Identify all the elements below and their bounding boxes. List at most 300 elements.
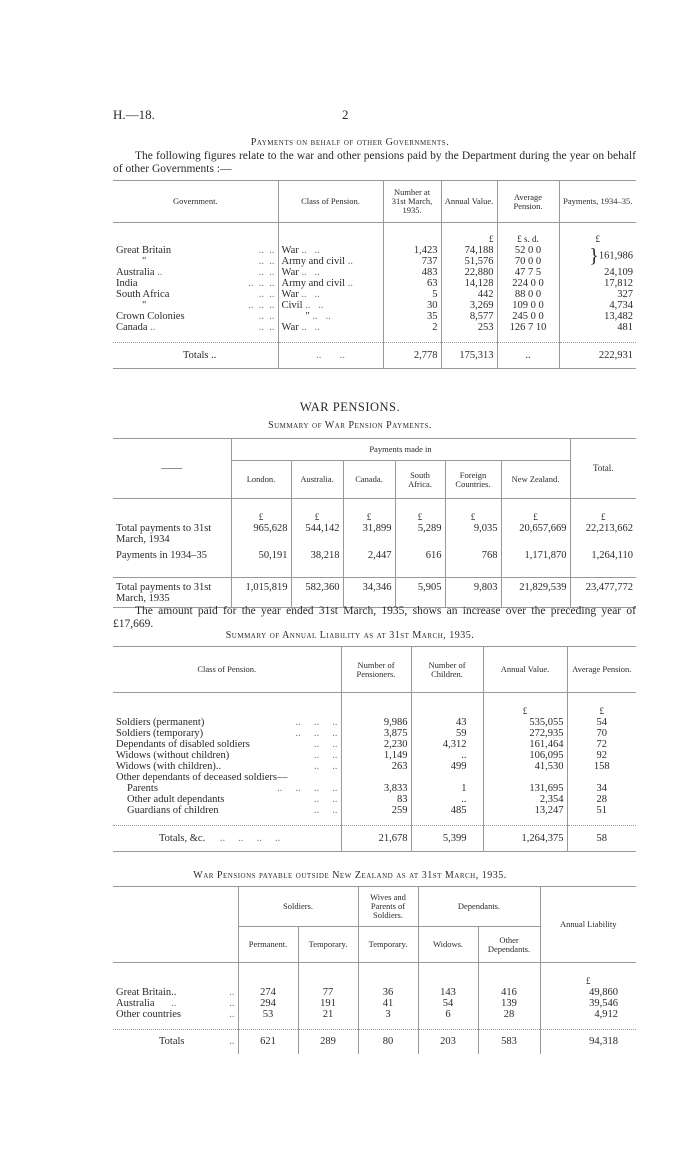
table-row: [113, 987, 636, 998]
table-row: [113, 739, 636, 750]
table-cell: 203: [418, 1030, 478, 1054]
table-row: [113, 256, 636, 267]
war-pension-payments-table: [113, 438, 636, 608]
table-cell: 70 0 0: [497, 256, 559, 267]
table-cell: 245 0 0: [497, 311, 559, 322]
section1-intro: The following figures relate to the war and other pensions paid by the Department during the year on behalf of other Governments :—: [113, 150, 636, 175]
table-cell: 109 0 0: [497, 300, 559, 311]
table-cell: [113, 750, 341, 761]
column-header: Widows.: [418, 927, 478, 963]
table-cell: [113, 998, 238, 1009]
leader-dots: .. ..: [312, 310, 331, 322]
table-cell: 50,191: [231, 550, 291, 578]
column-header: Number of Children.: [411, 647, 483, 693]
table-cell: £: [501, 499, 570, 523]
government-cell: [113, 245, 278, 256]
cell-text: Other countries: [116, 1008, 182, 1020]
table-cell: £: [231, 499, 291, 523]
table-cell: [113, 1020, 238, 1030]
group-header: Wives and Parents of Soldiers.: [358, 887, 418, 927]
table-row: [113, 550, 636, 578]
table-row: [113, 300, 636, 311]
table-cell: 38,218: [291, 550, 343, 578]
leader-dots: .. ..: [301, 266, 320, 278]
cell-text: Crown Colonies: [116, 310, 185, 322]
section3-title: Summary of Annual Liability as at 31st March, 1935.: [225, 630, 475, 641]
leader-dots: .. .. ..: [248, 299, 275, 311]
leader-dots: ..: [229, 997, 235, 1009]
cell-text: Soldiers (temporary): [116, 727, 204, 739]
cell-text: Civil: [281, 299, 303, 311]
column-header: Temporary.: [358, 927, 418, 963]
table-cell: [113, 783, 341, 794]
table-cell: 158: [567, 761, 636, 772]
table-cell: 6: [418, 1009, 478, 1020]
table-cell: 21,678: [341, 826, 411, 852]
table-row: [113, 311, 636, 322]
table-cell: 39,546: [540, 998, 636, 1009]
table-cell: [358, 1020, 418, 1030]
cell-text: India: [116, 277, 138, 289]
column-header: Temporary.: [298, 927, 358, 963]
table-cell: £: [540, 963, 636, 987]
leader-dots: .. ..: [313, 793, 338, 805]
table-cell: 416: [478, 987, 540, 998]
table-cell: £: [395, 499, 445, 523]
column-header: Class of Pension.: [278, 181, 383, 223]
column-header: Permanent.: [238, 927, 298, 963]
table-cell: 51,576: [441, 256, 497, 267]
table-cell: 58: [567, 826, 636, 852]
table-cell: 2,447: [343, 550, 395, 578]
table-cell: 131,695: [483, 783, 567, 794]
table-cell: 191: [298, 998, 358, 1009]
leader-dots: .. ..: [301, 244, 320, 256]
units-row: [113, 693, 636, 717]
section2-subtitle: Summary of War Pension Payments.: [268, 420, 432, 431]
table-row: [113, 805, 636, 816]
leader-dots: .. ..: [258, 288, 275, 300]
cell-text: Australia: [116, 266, 155, 278]
cell-text: Great Britain..: [116, 986, 177, 998]
table-cell: 3,833: [341, 783, 411, 794]
table-cell: [113, 1030, 238, 1054]
class-cell: [278, 245, 383, 256]
table-cell: 1: [411, 783, 483, 794]
table-cell: ..: [411, 750, 483, 761]
cell-text: Canada: [116, 321, 148, 333]
cell-text: Totals: [159, 1036, 185, 1048]
leader-dots: .. ..: [305, 299, 324, 311]
outside-nz-table: [113, 886, 636, 1054]
table-cell: .. ..: [278, 343, 383, 369]
cell-text: Parents: [127, 782, 158, 794]
cell-text: Guardians of children: [127, 804, 219, 816]
table-row: [113, 772, 636, 783]
table-cell: [113, 987, 238, 998]
table-cell: [278, 300, 383, 311]
column-header: Average Pension.: [567, 647, 636, 693]
table-row: [113, 761, 636, 772]
column-header: Annual Value.: [483, 647, 567, 693]
leader-dots: .. ..: [313, 749, 338, 761]
table-cell: 9,986: [341, 717, 411, 728]
cell-text: Dependants of disabled soldiers: [116, 738, 250, 750]
table-cell: [383, 223, 441, 245]
table-cell: 274: [238, 987, 298, 998]
table-cell: 5,905: [395, 578, 445, 608]
totals-row: [113, 343, 636, 369]
table-cell: 4,734: [559, 300, 636, 311]
table-row: [113, 998, 636, 1009]
column-header: Total.: [570, 439, 636, 499]
table-cell: 289: [298, 1030, 358, 1054]
cell-text: War: [281, 321, 299, 333]
group-header: Soldiers.: [238, 887, 358, 927]
cell-text: ": [305, 310, 310, 322]
table-cell: [113, 826, 341, 852]
table-cell: 3,875: [341, 728, 411, 739]
table-cell: 14,128: [441, 278, 497, 289]
other-governments-table: [113, 180, 636, 369]
table-cell: 4,912: [540, 1009, 636, 1020]
table-cell: [238, 963, 298, 987]
table-cell: 224 0 0: [497, 278, 559, 289]
table-cell: 92: [567, 750, 636, 761]
leader-dots: .. ..: [258, 266, 275, 278]
table-cell: [113, 333, 278, 343]
column-header: Foreign Countries.: [445, 461, 501, 499]
table-cell: [278, 289, 383, 300]
annual-cell: 74,188: [441, 245, 497, 256]
table-cell: [113, 693, 341, 717]
table-cell: 272,935: [483, 728, 567, 739]
table-cell: [113, 289, 278, 300]
table-cell: 2,778: [383, 343, 441, 369]
table-cell: [483, 772, 567, 783]
units-row: [113, 223, 636, 245]
table-cell: [278, 267, 383, 278]
table-row: [113, 1009, 636, 1020]
table-cell: 83: [341, 794, 411, 805]
cell-text: War: [281, 266, 299, 278]
table-cell: [540, 1020, 636, 1030]
column-header: Annual Value.: [441, 181, 497, 223]
table-cell: ..: [411, 794, 483, 805]
totals-row: [113, 578, 636, 608]
table-cell: [411, 693, 483, 717]
table-cell: [113, 717, 341, 728]
table-cell: [278, 333, 383, 343]
table-cell: 768: [445, 550, 501, 578]
table-row: [113, 1020, 636, 1030]
table-cell: [113, 267, 278, 278]
table-cell: 53: [238, 1009, 298, 1020]
table-cell: [113, 761, 341, 772]
table-cell: 499: [411, 761, 483, 772]
table-row: [113, 322, 636, 333]
table-cell: 259: [341, 805, 411, 816]
leader-dots: .. .. ..: [295, 727, 338, 739]
table-cell: [113, 794, 341, 805]
column-header: South Africa.: [395, 461, 445, 499]
table-cell: [113, 223, 278, 245]
leader-dots: ..: [171, 997, 177, 1009]
leader-dots: .. .. .. ..: [277, 782, 338, 794]
government-cell: [113, 256, 278, 267]
leader-dots: .. ..: [313, 804, 338, 816]
table-cell: 583: [478, 1030, 540, 1054]
table-cell: [497, 333, 559, 343]
table-cell: 8,577: [441, 311, 497, 322]
table-cell: 21,829,539: [501, 578, 570, 608]
table-cell: [567, 816, 636, 826]
unit-label: £: [559, 223, 636, 245]
table-cell: 51: [567, 805, 636, 816]
leader-dots: .. ..: [258, 321, 275, 333]
table-row: [113, 887, 636, 927]
leader-dots: .. ..: [313, 760, 338, 772]
table-cell: 481: [559, 322, 636, 333]
table-cell: ..: [497, 343, 559, 369]
totals-row: [113, 826, 636, 852]
table-cell: 1,171,870: [501, 550, 570, 578]
table-cell: Other dependants of deceased soldiers—: [116, 771, 288, 783]
table-cell: 59: [411, 728, 483, 739]
table-cell: 327: [559, 289, 636, 300]
table-cell: 253: [441, 322, 497, 333]
table-row: [113, 728, 636, 739]
leader-dots: .. .. ..: [295, 716, 338, 728]
table-header-row: [113, 647, 636, 693]
table-cell: Total payments to 31st March, 1934: [116, 522, 212, 545]
section4-title: War Pensions payable outside New Zealand as at 31st March, 1935.: [193, 870, 507, 881]
column-header: Annual Liability: [540, 887, 636, 963]
table-cell: [383, 333, 441, 343]
table-cell: £: [343, 499, 395, 523]
table-cell: [358, 963, 418, 987]
table-cell: 34: [567, 783, 636, 794]
cell-text: Widows (with children)..: [116, 760, 222, 772]
table-cell: [559, 333, 636, 343]
column-header: New Zealand.: [501, 461, 570, 499]
table-cell: 28: [478, 1009, 540, 1020]
table-cell: 621: [238, 1030, 298, 1054]
table-row: [113, 717, 636, 728]
table-cell: 1,149: [341, 750, 411, 761]
leader-dots: ..: [347, 255, 353, 267]
table-cell: [113, 1009, 238, 1020]
totals-row: [113, 1030, 636, 1054]
class-cell: [278, 256, 383, 267]
table-row: [113, 794, 636, 805]
table-cell: 63: [383, 278, 441, 289]
leader-dots: ..: [229, 1008, 235, 1020]
table-cell: 43: [411, 717, 483, 728]
table-cell: [113, 887, 238, 963]
cell-text: Australia: [116, 997, 155, 1009]
cell-text: Soldiers (permanent): [116, 716, 205, 728]
leader-dots: ..: [347, 277, 353, 289]
table-cell: [483, 816, 567, 826]
table-cell: 31,899: [343, 523, 395, 550]
table-cell: 965,628: [231, 523, 291, 550]
table-cell: [113, 805, 341, 816]
table-cell: 483: [383, 267, 441, 278]
table-cell: [278, 223, 383, 245]
table-cell: [567, 772, 636, 783]
leader-dots: ..: [229, 1036, 235, 1048]
table-cell: 72: [567, 739, 636, 750]
leader-dots: .. .. ..: [248, 277, 275, 289]
table-cell: 70: [567, 728, 636, 739]
table-cell: 1,264,375: [483, 826, 567, 852]
table-cell: 9,035: [445, 523, 501, 550]
column-header: Australia.: [291, 461, 343, 499]
table-row: [113, 267, 636, 278]
gb-combined-payments-cell: [559, 245, 636, 267]
table-cell: 22,880: [441, 267, 497, 278]
table-cell: 94,318: [540, 1030, 636, 1054]
table-cell: 2,354: [483, 794, 567, 805]
table-cell: 143: [418, 987, 478, 998]
table-cell: £: [567, 693, 636, 717]
table-cell: Total payments to 31st March, 1935: [113, 578, 231, 608]
column-header: London.: [231, 461, 291, 499]
table-cell: 616: [395, 550, 445, 578]
table-cell: [113, 739, 341, 750]
table-cell: 5,289: [395, 523, 445, 550]
cell-text: War: [281, 244, 299, 256]
table-cell: 5: [383, 289, 441, 300]
cell-text: Other adult dependants: [127, 793, 225, 805]
table-cell: 22,213,662: [570, 523, 636, 550]
table-cell: 106,095: [483, 750, 567, 761]
table-cell: 54: [567, 717, 636, 728]
table-cell: [411, 816, 483, 826]
table-cell: [113, 322, 278, 333]
leader-dots: .. ..: [301, 288, 320, 300]
table-row: [113, 333, 636, 343]
table-cell: [411, 772, 483, 783]
table-row: [113, 783, 636, 794]
table-cell: 2,230: [341, 739, 411, 750]
leader-dots: .. ..: [313, 738, 338, 750]
cell-text: ": [142, 299, 147, 311]
table-cell: [278, 322, 383, 333]
table-cell: £: [570, 499, 636, 523]
table-cell: 222,931: [559, 343, 636, 369]
table-cell: 263: [341, 761, 411, 772]
table-cell: 20,657,669: [501, 523, 570, 550]
table-cell: 126 7 10: [497, 322, 559, 333]
table-cell: [278, 311, 383, 322]
table-cell: 21: [298, 1009, 358, 1020]
table-row: [113, 289, 636, 300]
table-cell: 88 0 0: [497, 289, 559, 300]
unit-label: £: [441, 223, 497, 245]
group-header: Dependants.: [418, 887, 540, 927]
table-cell: 13,247: [483, 805, 567, 816]
table-cell: 2: [383, 322, 441, 333]
table-cell: [418, 1020, 478, 1030]
leader-dots: ..: [229, 986, 235, 998]
table-cell: 442: [441, 289, 497, 300]
table-cell: [341, 772, 411, 783]
table-cell: Payments in 1934–35: [116, 549, 207, 561]
cell-text: War: [281, 288, 299, 300]
table-cell: 41,530: [483, 761, 567, 772]
table-row: [113, 816, 636, 826]
table-cell: 535,055: [483, 717, 567, 728]
table-cell: [478, 1020, 540, 1030]
table-cell: 1,015,819: [231, 578, 291, 608]
cell-text: Great Britain: [116, 244, 172, 256]
table-cell: 13,482: [559, 311, 636, 322]
table-cell: £: [445, 499, 501, 523]
table-cell: 30: [383, 300, 441, 311]
section1-title: Payments on behalf of other Governments.: [250, 137, 450, 148]
table-cell: [418, 963, 478, 987]
table-cell: 161,464: [483, 739, 567, 750]
table-cell: [278, 278, 383, 289]
table-cell: 139: [478, 998, 540, 1009]
table-cell: 544,142: [291, 523, 343, 550]
table-cell: 47 7 5: [497, 267, 559, 278]
table-cell: 41: [358, 998, 418, 1009]
column-header: Number of Pensioners.: [341, 647, 411, 693]
cell-text: South Africa: [116, 288, 170, 300]
table-cell: 34,346: [343, 578, 395, 608]
leader-dots: .. .. .. ..: [219, 833, 281, 844]
table-cell: £: [483, 693, 567, 717]
table-cell: 5,399: [411, 826, 483, 852]
table-header-row: [113, 181, 636, 223]
table-cell: [441, 333, 497, 343]
cell-text: }: [589, 244, 599, 267]
unit-label: £ s. d.: [497, 223, 559, 245]
column-header: Payments, 1934–35.: [559, 181, 636, 223]
table-cell: [478, 963, 540, 987]
blank-header: ——: [113, 439, 231, 499]
table-cell: 175,313: [441, 343, 497, 369]
document-reference: H.—18.: [113, 107, 155, 122]
annual-liability-table: [113, 646, 636, 852]
table-cell: 54: [418, 998, 478, 1009]
leader-dots: .. ..: [258, 310, 275, 322]
table-row: [113, 750, 636, 761]
table-cell: 49,860: [540, 987, 636, 998]
leader-dots: ..: [150, 321, 156, 333]
cell-text: Army and civil: [281, 255, 346, 267]
table-row: [113, 523, 636, 550]
table-cell: [341, 693, 411, 717]
table-cell: [298, 963, 358, 987]
table-cell: [113, 311, 278, 322]
table-row: [113, 245, 636, 256]
table-cell: 77: [298, 987, 358, 998]
table-cell: 4,312: [411, 739, 483, 750]
column-header: Class of Pension.: [113, 647, 341, 693]
table-cell: 1,264,110: [570, 550, 636, 578]
cell-text: Army and civil: [281, 277, 346, 289]
units-row: [113, 499, 636, 523]
table-cell: 35: [383, 311, 441, 322]
table-cell: [113, 816, 341, 826]
leader-dots: .. ..: [301, 321, 320, 333]
column-header: Number at 31st March, 1935.: [383, 181, 441, 223]
table-cell: [113, 499, 231, 523]
